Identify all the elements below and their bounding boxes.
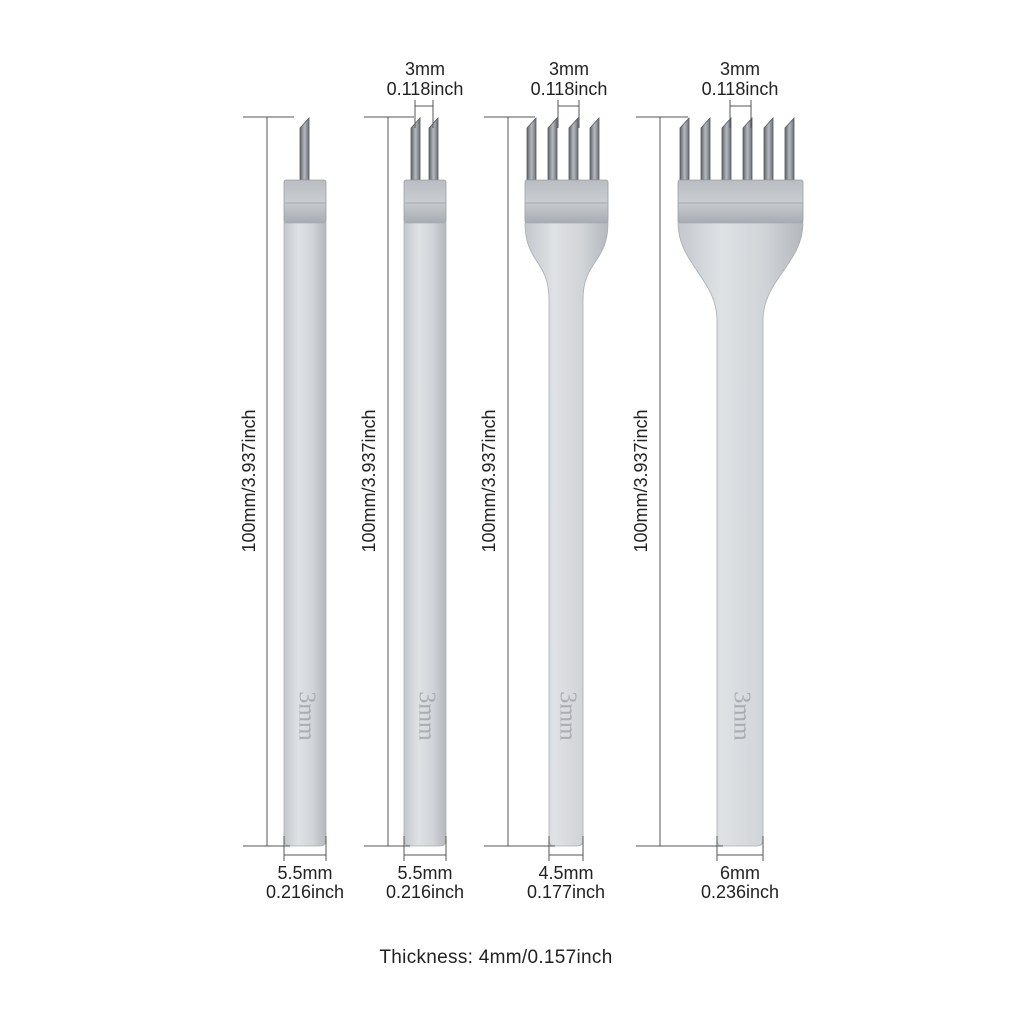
width-mm-label: 6mm: [720, 863, 760, 883]
pitch-inch-label: 0.118inch: [701, 79, 779, 99]
width-inch-label: 0.216inch: [385, 882, 465, 902]
width-inch-label: 0.177inch: [526, 882, 606, 902]
thickness-label: Thickness: 4mm/0.157inch: [379, 947, 613, 968]
chisel-head: [525, 180, 608, 223]
length-label: 100mm/3.937inch: [358, 409, 379, 553]
engraving-label: 3mm: [554, 691, 581, 741]
prong: [548, 118, 557, 180]
prong: [680, 118, 689, 180]
prong: [527, 118, 536, 180]
engraving-label: 3mm: [293, 691, 320, 741]
pitch-mm-label: 3mm: [720, 59, 760, 79]
chisel-head: [284, 180, 326, 223]
width-inch-label: 0.236inch: [700, 882, 780, 902]
prong: [701, 118, 710, 180]
pitch-inch-label: 0.118inch: [386, 79, 464, 99]
width-mm-label: 5.5mm: [397, 863, 453, 883]
length-label: 100mm/3.937inch: [630, 409, 651, 553]
prong: [569, 118, 578, 180]
chisel-1-prong: [284, 118, 326, 846]
chisel-handle: [404, 223, 446, 846]
width-mm-label: 4.5mm: [538, 863, 594, 883]
prong: [764, 118, 773, 180]
chisel-handle: [284, 223, 326, 846]
prong: [300, 118, 309, 180]
chisel-handle: [525, 223, 608, 846]
engraving-label: 3mm: [413, 691, 440, 741]
length-label: 100mm/3.937inch: [238, 409, 259, 553]
chisel-2-prong: [404, 118, 446, 846]
prong: [590, 118, 599, 180]
prong: [785, 118, 794, 180]
chisel-6-prong: [678, 118, 803, 846]
pitch-mm-label: 3mm: [405, 59, 445, 79]
engraving-label: 3mm: [728, 691, 755, 741]
width-mm-label: 5.5mm: [277, 863, 333, 883]
chisel-head: [404, 180, 446, 223]
pitch-inch-label: 0.118inch: [530, 79, 608, 99]
length-label: 100mm/3.937inch: [478, 409, 499, 553]
chisel-head: [678, 180, 803, 223]
pitch-mm-label: 3mm: [549, 59, 589, 79]
width-inch-label: 0.216inch: [265, 882, 345, 902]
chisel-4-prong: [525, 118, 608, 846]
chisel-handle: [678, 223, 803, 846]
